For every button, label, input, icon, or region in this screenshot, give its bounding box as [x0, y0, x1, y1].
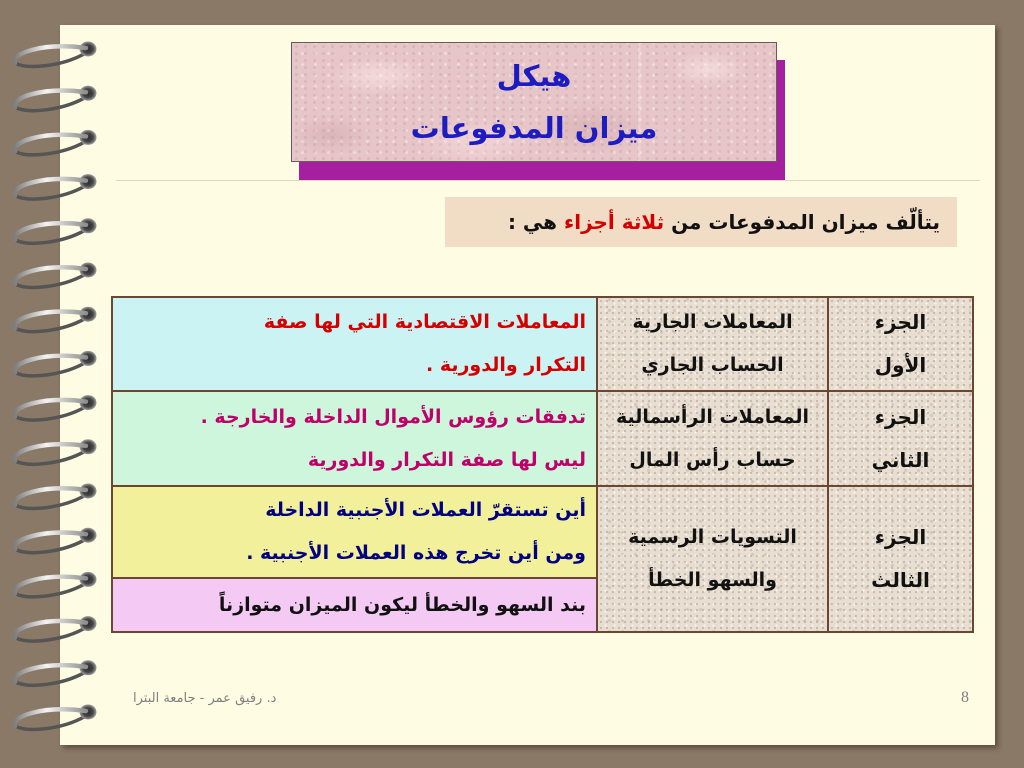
part-label: الجزء — [874, 404, 927, 429]
title-line-1: هيكل — [496, 59, 572, 93]
details-line: ليس لها صفة التكرار والدورية — [307, 448, 586, 471]
spiral-ring — [14, 572, 96, 597]
title-panel — [291, 42, 777, 162]
spiral-ring — [14, 484, 96, 509]
ring-wire-front — [14, 46, 86, 63]
ring-wire-front — [14, 488, 86, 505]
part-cell — [829, 392, 972, 485]
account-cell — [598, 487, 827, 631]
ring-wire-front — [14, 400, 86, 417]
ring-wire-back — [15, 584, 84, 596]
ring-wire-back — [15, 187, 84, 199]
spiral-ring — [14, 439, 96, 464]
intro-suffix: هي : — [507, 210, 558, 234]
ring-wire-back — [15, 54, 84, 66]
spiral-ring — [14, 351, 96, 376]
footer-author: د. رفيق عمر - جامعة البترا — [133, 691, 277, 706]
ring-wire-back — [15, 275, 84, 287]
account-title: الحساب الجاري — [641, 354, 784, 376]
ring-wire-front — [14, 709, 86, 726]
account-cell — [598, 392, 827, 485]
spiral-ring — [14, 395, 96, 420]
ring-wire-back — [15, 540, 84, 552]
details-cell — [113, 487, 596, 577]
details-cell — [113, 392, 596, 485]
account-title: حساب رأس المال — [629, 448, 796, 471]
ring-wire-back — [15, 496, 84, 508]
ring-wire-back — [15, 319, 84, 331]
ring-wire-back — [15, 98, 84, 110]
part-ordinal: الثالث — [871, 568, 930, 592]
spiral-ring — [14, 130, 96, 155]
part-ordinal: الثاني — [871, 447, 930, 472]
account-title: والسهو الخطأ — [648, 569, 777, 591]
ring-wire-front — [14, 577, 86, 594]
details-line: بند السهو والخطأ ليكون الميزان متوازناً — [218, 593, 586, 616]
ring-wire-front — [14, 665, 86, 682]
ring-wire-front — [14, 267, 86, 284]
ring-wire-back — [15, 717, 84, 729]
page-number: 8 — [961, 689, 969, 706]
ring-wire-back — [15, 363, 84, 375]
balance-of-payments-table — [111, 296, 974, 633]
ring-wire-back — [15, 231, 84, 243]
account-name: المعاملات الرأسمالية — [615, 405, 810, 428]
ring-wire-back — [15, 408, 84, 420]
spiral-ring — [14, 218, 96, 243]
spiral-ring — [14, 174, 96, 199]
ring-wire-front — [14, 533, 86, 550]
spiral-ring — [14, 660, 96, 685]
spiral-binding — [0, 0, 110, 768]
part-ordinal: الأول — [874, 353, 927, 377]
spiral-ring — [14, 42, 96, 67]
account-name: المعاملات الجارية — [632, 311, 793, 333]
spiral-ring — [14, 705, 96, 730]
ring-wire-back — [15, 142, 84, 154]
part-cell — [829, 298, 972, 390]
part-cell — [829, 487, 972, 631]
intro-highlight: ثلاثة أجزاء — [564, 210, 665, 234]
ring-wire-front — [14, 135, 86, 152]
ring-wire-front — [14, 444, 86, 461]
ring-wire-front — [14, 312, 86, 329]
title-divider-line — [116, 180, 980, 181]
ring-wire-front — [14, 223, 86, 240]
details-line: أين تستقرّ العملات الأجنبية الداخلة — [265, 499, 586, 521]
ring-wire-back — [15, 673, 84, 685]
ring-wire-back — [15, 629, 84, 641]
ring-wire-front — [14, 356, 86, 373]
details-line: ومن أين تخرج هذه العملات الأجنبية . — [246, 542, 586, 564]
intro-text: يتألّف ميزان المدفوعات من — [671, 210, 940, 234]
details-cell — [113, 579, 596, 631]
spiral-ring — [14, 86, 96, 111]
details-cell — [113, 298, 596, 390]
spiral-ring — [14, 307, 96, 332]
details-line: المعاملات الاقتصادية التي لها صفة — [263, 311, 586, 333]
account-cell — [598, 298, 827, 390]
title-line-2: ميزان المدفوعات — [410, 111, 658, 145]
ring-wire-front — [14, 179, 86, 196]
account-name: التسويات الرسمية — [628, 526, 797, 548]
part-label: الجزء — [874, 525, 927, 549]
intro-box — [445, 197, 957, 247]
ring-wire-front — [14, 621, 86, 638]
part-label: الجزء — [874, 310, 927, 334]
spiral-ring — [14, 528, 96, 553]
details-line: التكرار والدورية . — [425, 354, 586, 376]
ring-wire-back — [15, 452, 84, 464]
spiral-ring — [14, 263, 96, 288]
details-line: تدفقات رؤوس الأموال الداخلة والخارجة . — [200, 405, 586, 428]
spiral-ring — [14, 616, 96, 641]
ring-wire-front — [14, 91, 86, 108]
